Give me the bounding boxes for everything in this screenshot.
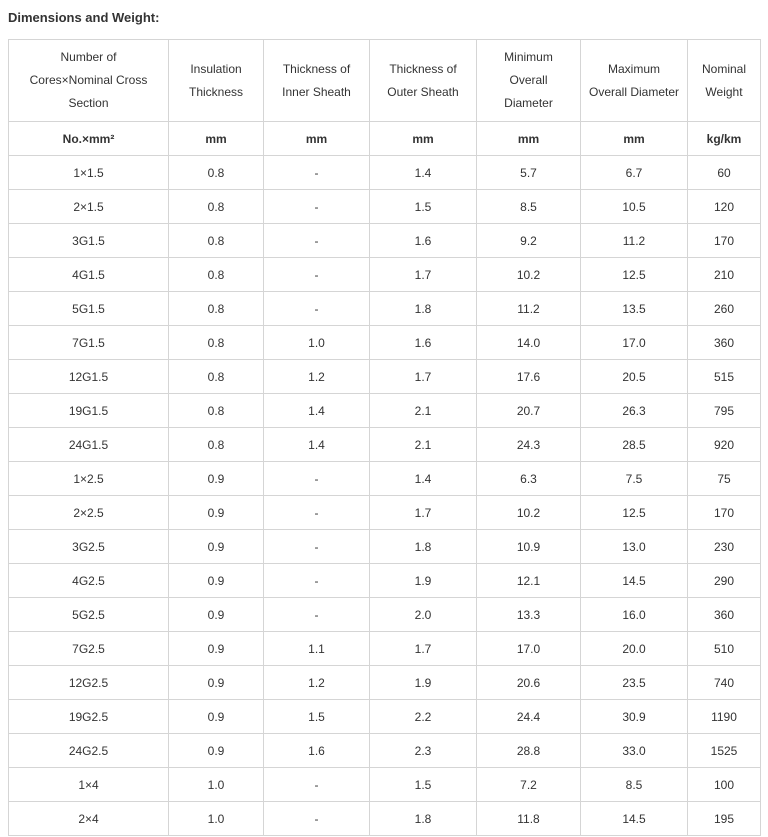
table-cell: 5G2.5 bbox=[9, 598, 169, 632]
table-cell: 1.7 bbox=[370, 632, 477, 666]
table-cell: 4G2.5 bbox=[9, 564, 169, 598]
table-cell: 0.9 bbox=[169, 700, 264, 734]
table-cell: - bbox=[264, 802, 370, 836]
table-cell: 1.1 bbox=[264, 632, 370, 666]
table-cell: - bbox=[264, 496, 370, 530]
table-row bbox=[9, 156, 761, 190]
table-cell: 1×1.5 bbox=[9, 156, 169, 190]
unit-cell: No.×mm² bbox=[9, 122, 169, 156]
table-cell: 360 bbox=[688, 598, 761, 632]
header-line: Number of bbox=[60, 50, 117, 64]
table-cell: 5G1.5 bbox=[9, 292, 169, 326]
table-cell: 0.8 bbox=[169, 156, 264, 190]
table-cell: - bbox=[264, 156, 370, 190]
table-cell: 360 bbox=[688, 326, 761, 360]
header-max-overall-diameter bbox=[581, 40, 688, 122]
table-cell: 1.0 bbox=[169, 802, 264, 836]
table-cell: 8.5 bbox=[477, 190, 581, 224]
table-cell: 1×2.5 bbox=[9, 462, 169, 496]
table-cell: 1525 bbox=[688, 734, 761, 768]
table-cell: 24.3 bbox=[477, 428, 581, 462]
table-cell: 0.9 bbox=[169, 530, 264, 564]
table-cell: 11.8 bbox=[477, 802, 581, 836]
table-cell: 6.7 bbox=[581, 156, 688, 190]
table-cell: - bbox=[264, 564, 370, 598]
table-cell: 2×2.5 bbox=[9, 496, 169, 530]
table-cell: 2.1 bbox=[370, 428, 477, 462]
table-cell: 1.0 bbox=[169, 768, 264, 802]
table-cell: 1.4 bbox=[370, 156, 477, 190]
table-cell: 120 bbox=[688, 190, 761, 224]
header-line: Thickness of bbox=[282, 61, 351, 76]
table-cell: 3G1.5 bbox=[9, 224, 169, 258]
header-line: Overall Diameter bbox=[588, 84, 680, 99]
header-row bbox=[9, 40, 761, 122]
table-cell: 7G1.5 bbox=[9, 326, 169, 360]
header-line: Diameter bbox=[504, 96, 553, 110]
table-cell: 1.6 bbox=[370, 224, 477, 258]
table-cell: 1.4 bbox=[370, 462, 477, 496]
table-cell: 1.7 bbox=[370, 496, 477, 530]
table-cell: 14.5 bbox=[581, 564, 688, 598]
table-cell: 8.5 bbox=[581, 768, 688, 802]
table-cell: 7.5 bbox=[581, 462, 688, 496]
table-cell: 0.8 bbox=[169, 360, 264, 394]
table-cell: 230 bbox=[688, 530, 761, 564]
table-cell: 24.4 bbox=[477, 700, 581, 734]
table-cell: 24G2.5 bbox=[9, 734, 169, 768]
table-cell: 170 bbox=[688, 496, 761, 530]
header-line: Minimum bbox=[504, 50, 553, 64]
table-row bbox=[9, 224, 761, 258]
table-cell: 14.0 bbox=[477, 326, 581, 360]
table-cell: 2.2 bbox=[370, 700, 477, 734]
table-cell: - bbox=[264, 530, 370, 564]
table-cell: 13.3 bbox=[477, 598, 581, 632]
table-cell: 75 bbox=[688, 462, 761, 496]
table-cell: - bbox=[264, 462, 370, 496]
table-cell: 1.5 bbox=[370, 190, 477, 224]
unit-row bbox=[9, 122, 761, 156]
table-row bbox=[9, 258, 761, 292]
table-cell: 1.7 bbox=[370, 258, 477, 292]
table-cell: 2.3 bbox=[370, 734, 477, 768]
header-outer-sheath-thickness bbox=[370, 40, 477, 122]
table-cell: 12.1 bbox=[477, 564, 581, 598]
header-min-overall-diameter bbox=[477, 40, 581, 122]
table-cell: 1.9 bbox=[370, 666, 477, 700]
header-line: Inner Sheath bbox=[282, 84, 351, 99]
table-cell: - bbox=[264, 190, 370, 224]
header-line: Insulation bbox=[190, 61, 242, 76]
table-row bbox=[9, 462, 761, 496]
header-nominal-weight bbox=[688, 40, 761, 122]
table-cell: 9.2 bbox=[477, 224, 581, 258]
table-cell: 12.5 bbox=[581, 258, 688, 292]
table-cell: 17.6 bbox=[477, 360, 581, 394]
unit-cell: mm bbox=[581, 122, 688, 156]
table-cell: 11.2 bbox=[477, 292, 581, 326]
table-cell: 0.9 bbox=[169, 598, 264, 632]
table-cell: 10.9 bbox=[477, 530, 581, 564]
table-cell: 2.0 bbox=[370, 598, 477, 632]
unit-cell: mm bbox=[370, 122, 477, 156]
table-cell: 12G1.5 bbox=[9, 360, 169, 394]
header-line: Weight bbox=[705, 84, 743, 99]
table-cell: 1×4 bbox=[9, 768, 169, 802]
table-cell: 1.8 bbox=[370, 292, 477, 326]
table-cell: 1.8 bbox=[370, 530, 477, 564]
table-cell: 0.8 bbox=[169, 258, 264, 292]
table-cell: 12.5 bbox=[581, 496, 688, 530]
table-cell: 920 bbox=[688, 428, 761, 462]
table-cell: 1.4 bbox=[264, 394, 370, 428]
header-line: Overall bbox=[509, 73, 548, 87]
table-cell: 20.5 bbox=[581, 360, 688, 394]
header-line: Section bbox=[68, 96, 109, 110]
table-cell: 10.2 bbox=[477, 496, 581, 530]
table-cell: 7G2.5 bbox=[9, 632, 169, 666]
table-cell: 510 bbox=[688, 632, 761, 666]
header-inner-sheath-thickness bbox=[264, 40, 370, 122]
table-cell: 1.5 bbox=[370, 768, 477, 802]
table-cell: 14.5 bbox=[581, 802, 688, 836]
table-cell: 60 bbox=[688, 156, 761, 190]
table-cell: - bbox=[264, 292, 370, 326]
dimensions-weight-table bbox=[8, 39, 761, 836]
table-cell: 4G1.5 bbox=[9, 258, 169, 292]
table-row bbox=[9, 496, 761, 530]
table-cell: 2×4 bbox=[9, 802, 169, 836]
header-line: Thickness bbox=[188, 84, 244, 99]
table-row bbox=[9, 394, 761, 428]
table-row bbox=[9, 564, 761, 598]
header-line: Outer Sheath bbox=[387, 84, 459, 99]
table-cell: 1.5 bbox=[264, 700, 370, 734]
table-cell: 24G1.5 bbox=[9, 428, 169, 462]
table-cell: 17.0 bbox=[581, 326, 688, 360]
header-line: Thickness of bbox=[389, 61, 457, 76]
table-cell: 1.8 bbox=[370, 802, 477, 836]
table-cell: 10.5 bbox=[581, 190, 688, 224]
table-cell: 2×1.5 bbox=[9, 190, 169, 224]
table-row bbox=[9, 700, 761, 734]
table-cell: 0.9 bbox=[169, 734, 264, 768]
table-cell: 795 bbox=[688, 394, 761, 428]
table-cell: 1.9 bbox=[370, 564, 477, 598]
table-cell: 170 bbox=[688, 224, 761, 258]
table-cell: 0.8 bbox=[169, 190, 264, 224]
table-cell: 33.0 bbox=[581, 734, 688, 768]
table-cell: 20.7 bbox=[477, 394, 581, 428]
table-cell: 195 bbox=[688, 802, 761, 836]
table-cell: 13.0 bbox=[581, 530, 688, 564]
table-cell: 17.0 bbox=[477, 632, 581, 666]
table-cell: 740 bbox=[688, 666, 761, 700]
unit-cell: mm bbox=[169, 122, 264, 156]
header-line: Cores×Nominal Cross bbox=[29, 73, 148, 87]
table-cell: 210 bbox=[688, 258, 761, 292]
table-cell: 0.8 bbox=[169, 224, 264, 258]
table-cell: 1.2 bbox=[264, 360, 370, 394]
table-cell: 0.9 bbox=[169, 666, 264, 700]
table-cell: 11.2 bbox=[581, 224, 688, 258]
table-cell: 1.7 bbox=[370, 360, 477, 394]
table-row bbox=[9, 360, 761, 394]
table-row bbox=[9, 734, 761, 768]
table-cell: 3G2.5 bbox=[9, 530, 169, 564]
table-cell: 30.9 bbox=[581, 700, 688, 734]
table-row bbox=[9, 428, 761, 462]
table-row bbox=[9, 666, 761, 700]
table-cell: 0.8 bbox=[169, 428, 264, 462]
table-cell: 0.9 bbox=[169, 496, 264, 530]
table-cell: 10.2 bbox=[477, 258, 581, 292]
table-cell: 6.3 bbox=[477, 462, 581, 496]
table-cell: 1.2 bbox=[264, 666, 370, 700]
table-cell: 0.8 bbox=[169, 326, 264, 360]
table-cell: 19G2.5 bbox=[9, 700, 169, 734]
table-cell: - bbox=[264, 258, 370, 292]
table-cell: 19G1.5 bbox=[9, 394, 169, 428]
table-cell: 1.6 bbox=[370, 326, 477, 360]
table-cell: 13.5 bbox=[581, 292, 688, 326]
table-cell: 290 bbox=[688, 564, 761, 598]
table-row bbox=[9, 632, 761, 666]
table-cell: 0.9 bbox=[169, 564, 264, 598]
table-cell: 1.0 bbox=[264, 326, 370, 360]
header-line: Maximum bbox=[607, 61, 660, 76]
unit-cell: mm bbox=[477, 122, 581, 156]
table-row bbox=[9, 530, 761, 564]
table-cell: 260 bbox=[688, 292, 761, 326]
table-row bbox=[9, 598, 761, 632]
table-cell: - bbox=[264, 598, 370, 632]
table-cell: - bbox=[264, 768, 370, 802]
table-cell: 7.2 bbox=[477, 768, 581, 802]
table-cell: 20.6 bbox=[477, 666, 581, 700]
table-cell: 16.0 bbox=[581, 598, 688, 632]
table-row bbox=[9, 292, 761, 326]
header-insulation-thickness bbox=[169, 40, 264, 122]
table-cell: 28.5 bbox=[581, 428, 688, 462]
table-cell: 12G2.5 bbox=[9, 666, 169, 700]
header-cores-cross-section bbox=[9, 40, 169, 122]
unit-cell: mm bbox=[264, 122, 370, 156]
table-cell: 20.0 bbox=[581, 632, 688, 666]
table-cell: 2.1 bbox=[370, 394, 477, 428]
table-cell: 0.9 bbox=[169, 632, 264, 666]
table-cell: 0.8 bbox=[169, 394, 264, 428]
table-cell: 23.5 bbox=[581, 666, 688, 700]
table-cell: 515 bbox=[688, 360, 761, 394]
table-row bbox=[9, 802, 761, 836]
table-cell: - bbox=[264, 224, 370, 258]
table-row bbox=[9, 190, 761, 224]
table-cell: 100 bbox=[688, 768, 761, 802]
table-cell: 5.7 bbox=[477, 156, 581, 190]
table-cell: 0.9 bbox=[169, 462, 264, 496]
table-cell: 1.6 bbox=[264, 734, 370, 768]
table-cell: 1190 bbox=[688, 700, 761, 734]
table-cell: 26.3 bbox=[581, 394, 688, 428]
unit-cell: kg/km bbox=[688, 122, 761, 156]
table-row bbox=[9, 768, 761, 802]
table-body bbox=[9, 156, 761, 836]
table-cell: 28.8 bbox=[477, 734, 581, 768]
table-cell: 1.4 bbox=[264, 428, 370, 462]
header-line: Nominal bbox=[701, 61, 746, 76]
table-cell: 0.8 bbox=[169, 292, 264, 326]
table-row bbox=[9, 326, 761, 360]
page-title: Dimensions and Weight: bbox=[8, 10, 160, 25]
